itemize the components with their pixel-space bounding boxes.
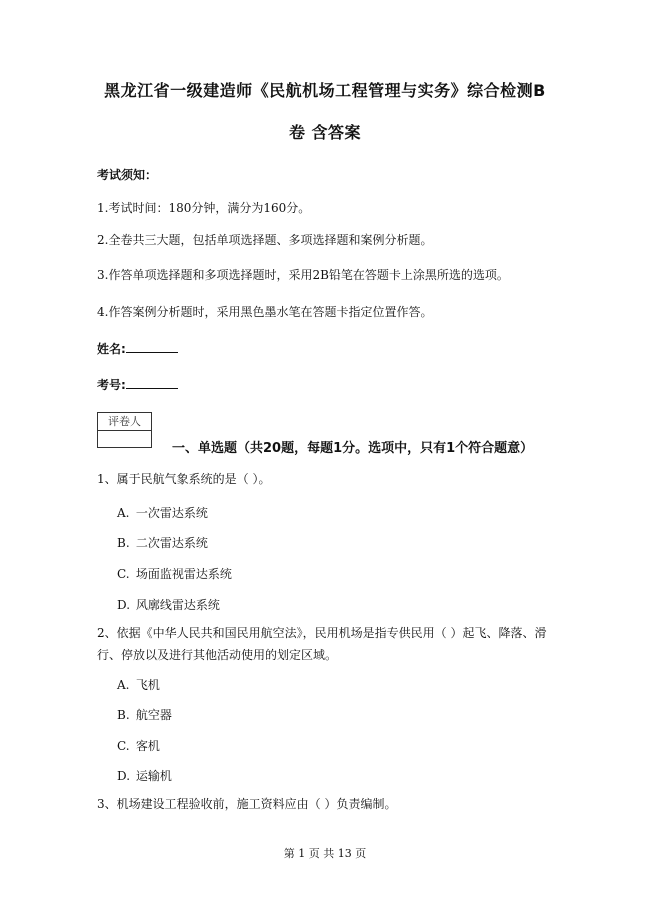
section-1-heading: 一、单选题（共20题，每题1分。选项中，只有1个符合题意） <box>172 441 534 456</box>
option-key: B. <box>117 708 130 722</box>
option-text: 客机 <box>135 739 160 753</box>
grader-label: 评卷人 <box>98 413 151 431</box>
question-1-option-a <box>117 504 208 521</box>
grader-box <box>97 412 152 448</box>
question-2-text: 2、依据《中华人民共和国民用航空法》，民用机场是指专供民用（ ）起飞、降落、滑行、停放以及进行其他活动使用的划定区域。 <box>97 626 547 662</box>
question-2-option-d <box>117 767 172 784</box>
question-3-text: 3、机场建设工程验收前，施工资料应由（ ）负责编制。 <box>97 797 397 811</box>
name-blank <box>126 340 178 353</box>
option-key: A. <box>117 678 130 692</box>
question-1-option-d <box>117 596 220 613</box>
option-text: 飞机 <box>135 678 160 692</box>
name-field-row <box>97 340 178 357</box>
id-field-row <box>97 376 178 393</box>
id-label: 考号: <box>97 378 126 392</box>
question-1-option-b <box>117 534 208 551</box>
instructions-heading: 考试须知： <box>97 168 158 182</box>
option-key: D. <box>117 598 131 612</box>
question-2-option-a <box>117 676 160 693</box>
question-1-text: 1、属于民航气象系统的是（ ）。 <box>97 472 271 486</box>
document-title-line-2: 卷 含答案 <box>288 123 362 142</box>
option-text: 航空器 <box>135 708 172 722</box>
document-title-line-1: 黑龙江省一级建造师《民航机场工程管理与实务》综合检测B <box>104 81 546 100</box>
page-footer: 第 1 页 共 13 页 <box>283 847 367 860</box>
option-text: 运输机 <box>135 769 172 783</box>
option-text: 风廓线雷达系统 <box>135 598 220 612</box>
option-key: D. <box>117 769 131 783</box>
option-key: B. <box>117 536 130 550</box>
option-key: A. <box>117 506 130 520</box>
id-blank <box>126 376 178 389</box>
question-2-option-b <box>117 706 172 723</box>
option-key: C. <box>117 567 130 581</box>
option-text: 场面监视雷达系统 <box>135 567 232 581</box>
name-label: 姓名: <box>97 342 126 356</box>
option-text: 二次雷达系统 <box>135 536 208 550</box>
option-key: C. <box>117 739 130 753</box>
question-1-option-c <box>117 565 232 582</box>
instruction-item-3: 3.作答单项选择题和多项选择题时，采用2B铅笔在答题卡上涂黑所选的选项。 <box>97 268 509 282</box>
option-text: 一次雷达系统 <box>135 506 208 520</box>
instruction-item-2: 2.全卷共三大题，包括单项选择题、多项选择题和案例分析题。 <box>97 233 433 247</box>
question-2-option-c <box>117 737 160 754</box>
instruction-item-4: 4.作答案例分析题时，采用黑色墨水笔在答题卡指定位置作答。 <box>97 305 433 319</box>
instruction-item-1: 1.考试时间：180分钟，满分为160分。 <box>97 201 311 215</box>
